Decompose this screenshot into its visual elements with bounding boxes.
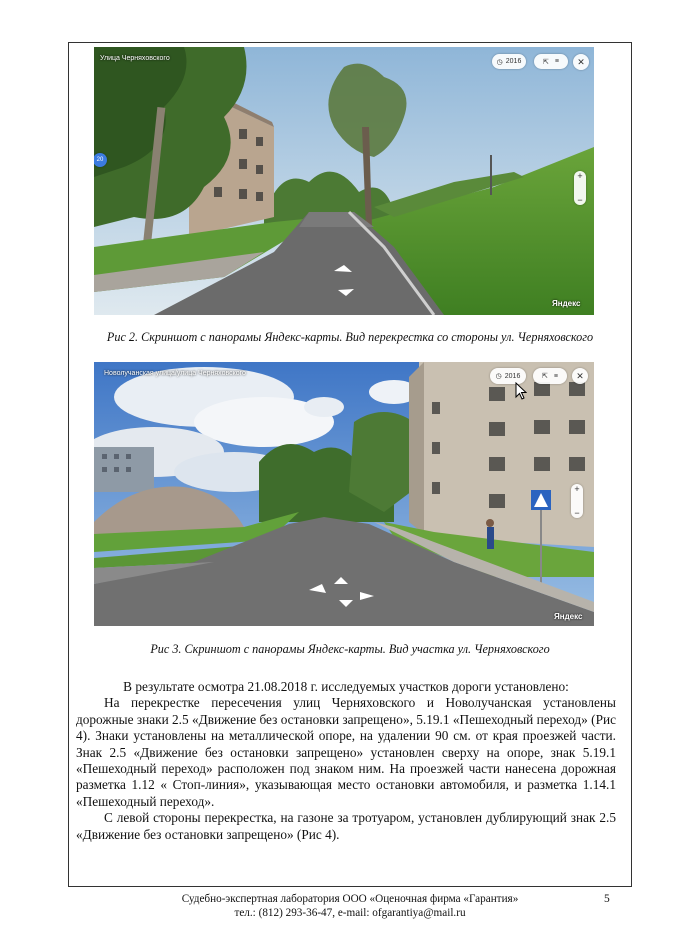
clock-icon: ◷ [496,58,503,66]
figure-2-caption: Рис 2. Скриншот с панорамы Яндекс-карты. Вид перекрестка со стороны ул. Черняховского [106,330,594,344]
close-button[interactable] [573,54,589,70]
yandex-logo: Яндекс [552,299,581,308]
zoom-in-button[interactable]: + [574,484,580,494]
panorama-figure-2 [94,47,594,315]
menu-icon[interactable]: ≡ [553,372,558,380]
share-menu-group [533,368,567,384]
panorama-image-chernyakhovskogo [94,47,594,315]
page-footer [68,893,632,920]
zoom-out-button[interactable]: − [577,195,583,205]
figure-3-caption: Рис 3. Скриншот с панорамы Яндекс-карты. Вид участка ул. Черняховского [150,642,550,656]
zoom-control [571,484,583,518]
badge-label: 20 [96,157,104,163]
close-icon: ✕ [576,370,584,381]
footer-contacts: тел.: (812) 293-36-47, e-mail: ofgarantiya@mail.ru [234,906,466,919]
year-selector-button[interactable] [492,54,526,69]
panorama-figure-3 [94,362,594,626]
yandex-logo: Яндекс [554,612,583,621]
year-label: 2016 [504,372,521,380]
zoom-in-button[interactable]: + [577,171,583,181]
share-menu-group [534,54,568,69]
footer-org-name: Судебно-экспертная лаборатория ООО «Оценочная фирма «Гарантия» [181,893,519,905]
zoom-out-button[interactable]: − [574,508,580,518]
street-name-label: Улица Черняховского [100,55,170,62]
paragraph-duplicate-sign: С левой стороны перекрестка, на газоне за тротуаром, установлен дублирующий знак 2.5 «Движение без остановки запрещено» (Рис 4). [76,810,616,842]
close-button[interactable] [572,368,588,384]
inspection-findings-text [76,679,616,843]
share-icon[interactable]: ⇱ [543,58,549,66]
year-label: 2016 [505,58,522,65]
clock-icon: ◷ [495,373,502,380]
close-icon: ✕ [577,56,585,67]
paragraph-signs: На перекрестке пересечения улиц Черняховского и Новолучанская установлены дорожные знаки 2.5 «Движение без остановки запрещено», 5.19.1 «Пешеходный переход» (Рис 4). Знаки установлены на металлической опоре, на удалении 90 см. от края проезжей части. Знак 2.5 «Движение без остановки запрещено» установлен сверху на опоре, знак 5.19.1 «Пешеходный переход» расположен под знаком ним. На проезжей части нанесена дорожная разметка 1.12 « Стоп-линия», указывающая место остановки автомобиля, и разметка 1.14.1 «Пешеходный переход». [76,695,616,809]
street-name-label: Новолучанская улица/улица Черняховского [104,370,246,377]
mouse-cursor-icon [515,382,527,400]
page-number: 5 [604,893,610,905]
paragraph-intro: В результате осмотра 21.08.2018 г. исследуемых участков дороги установлено: [123,679,569,694]
share-icon[interactable]: ⇱ [542,373,548,380]
menu-icon[interactable]: ≡ [554,58,559,65]
panorama-image-novoluchanskaya [94,362,594,626]
zoom-control [574,171,586,205]
